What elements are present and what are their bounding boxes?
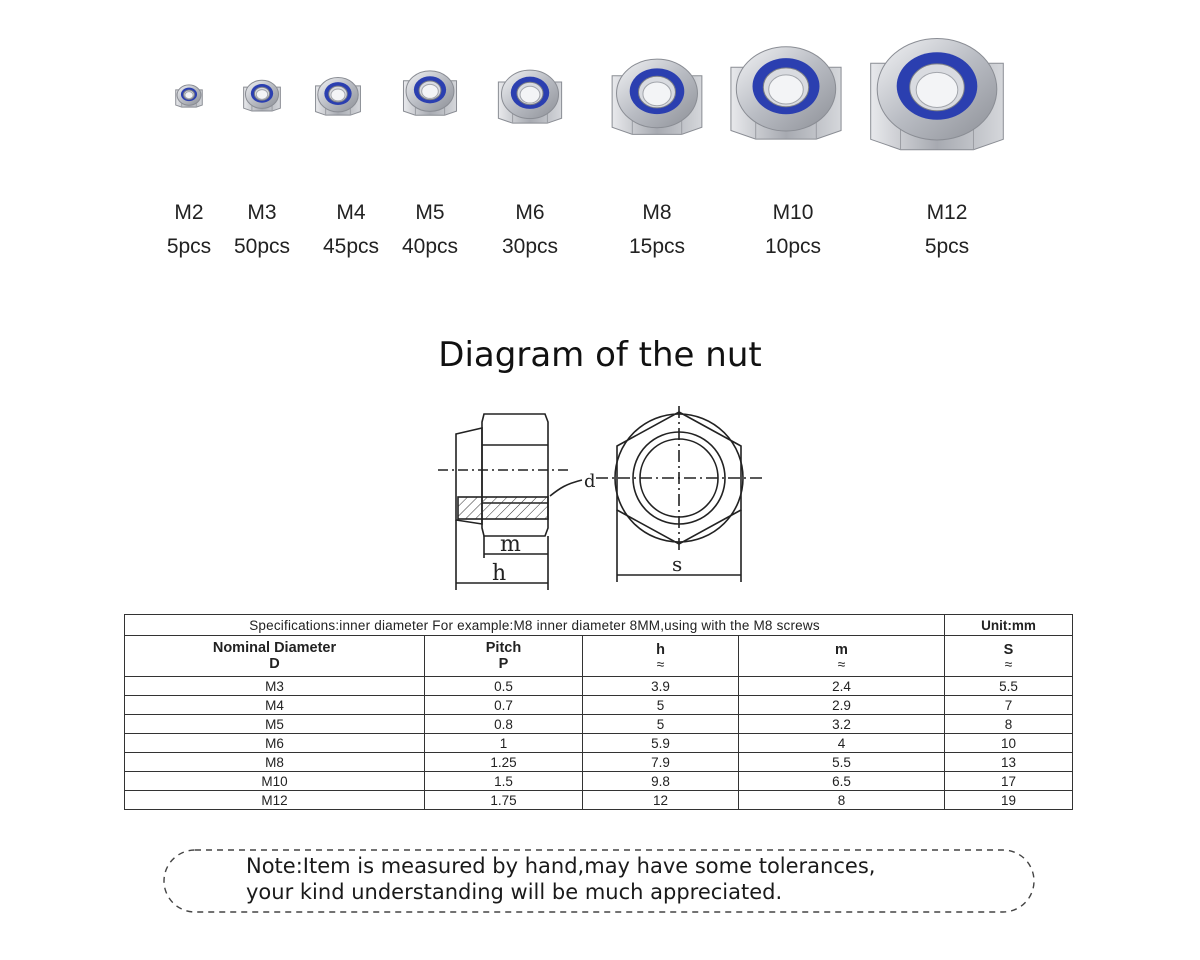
diagram-label-d: d bbox=[584, 471, 596, 492]
cell-h: 5.9 bbox=[583, 734, 739, 753]
cell-nominal-diameter: M5 bbox=[125, 715, 425, 734]
nut-photo-row bbox=[0, 0, 1200, 190]
nut-size: M3 bbox=[247, 201, 277, 224]
header-pitch: Pitch P bbox=[425, 636, 583, 677]
nut-label-m10 bbox=[748, 196, 838, 264]
cell-pitch: 1.25 bbox=[425, 753, 583, 772]
nut-qty: 15pcs bbox=[628, 235, 686, 258]
spec-caption: Specifications:inner diameter For example:M8 inner diameter 8MM,using with the M8 screws bbox=[125, 615, 945, 636]
diagram-label-s: s bbox=[672, 552, 683, 576]
cell-pitch: 0.5 bbox=[425, 677, 583, 696]
cell-nominal-diameter: M4 bbox=[125, 696, 425, 715]
cell-s: 7 bbox=[945, 696, 1073, 715]
cell-m: 5.5 bbox=[739, 753, 945, 772]
table-row bbox=[125, 734, 1073, 753]
cell-s: 10 bbox=[945, 734, 1073, 753]
tolerance-note bbox=[246, 853, 1026, 905]
nut-qty: 5pcs bbox=[924, 235, 970, 258]
header-h: h ≈ bbox=[583, 636, 739, 677]
nut-label-m3 bbox=[217, 196, 307, 264]
cell-m: 4 bbox=[739, 734, 945, 753]
cell-h: 3.9 bbox=[583, 677, 739, 696]
spec-header-row bbox=[125, 636, 1073, 677]
spec-table bbox=[124, 614, 1073, 810]
cell-m: 2.4 bbox=[739, 677, 945, 696]
cell-m: 3.2 bbox=[739, 715, 945, 734]
cell-pitch: 1.5 bbox=[425, 772, 583, 791]
cell-h: 5 bbox=[583, 715, 739, 734]
cell-nominal-diameter: M8 bbox=[125, 753, 425, 772]
table-row bbox=[125, 696, 1073, 715]
nut-qty: 30pcs bbox=[501, 235, 559, 258]
cell-pitch: 1 bbox=[425, 734, 583, 753]
cell-s: 8 bbox=[945, 715, 1073, 734]
nut-photo-m6 bbox=[498, 70, 561, 123]
nut-size: M8 bbox=[642, 201, 672, 224]
nut-label-m5 bbox=[385, 196, 475, 264]
diagram-label-m: m bbox=[500, 532, 521, 557]
nut-photo-m3 bbox=[244, 80, 281, 111]
cell-pitch: 1.75 bbox=[425, 791, 583, 810]
nut-technical-drawing bbox=[0, 400, 1200, 600]
nut-qty: 40pcs bbox=[401, 235, 459, 258]
nut-size: M10 bbox=[772, 201, 814, 224]
cell-s: 17 bbox=[945, 772, 1073, 791]
table-row bbox=[125, 677, 1073, 696]
cell-s: 13 bbox=[945, 753, 1073, 772]
nut-qty: 10pcs bbox=[764, 235, 822, 258]
cell-pitch: 0.7 bbox=[425, 696, 583, 715]
nut-label-m12 bbox=[902, 196, 992, 264]
note-line-2: your kind understanding will be much appreciated. bbox=[246, 880, 783, 904]
nut-qty: 50pcs bbox=[233, 235, 291, 258]
nut-photo-m10 bbox=[731, 47, 841, 139]
unit-label: Unit:mm bbox=[945, 615, 1073, 636]
cell-nominal-diameter: M12 bbox=[125, 791, 425, 810]
cell-m: 6.5 bbox=[739, 772, 945, 791]
cell-pitch: 0.8 bbox=[425, 715, 583, 734]
diagram-label-h: h bbox=[492, 561, 507, 586]
nut-photo-m2 bbox=[176, 85, 203, 107]
nut-size: M12 bbox=[926, 201, 968, 224]
header-m: m ≈ bbox=[739, 636, 945, 677]
diagram-title: Diagram of the nut bbox=[438, 335, 762, 375]
nut-photo-m8 bbox=[612, 59, 702, 134]
table-row bbox=[125, 772, 1073, 791]
nut-photo-m12 bbox=[871, 39, 1004, 150]
cell-m: 8 bbox=[739, 791, 945, 810]
nut-photo-m5 bbox=[403, 71, 456, 115]
spec-caption-row bbox=[125, 615, 1073, 636]
nut-qty: 5pcs bbox=[166, 235, 212, 258]
nut-size: M4 bbox=[336, 201, 366, 224]
note-line-1: Note:Item is measured by hand,may have some tolerances, bbox=[246, 854, 876, 878]
nut-label-m6 bbox=[485, 196, 575, 264]
table-row bbox=[125, 753, 1073, 772]
cell-m: 2.9 bbox=[739, 696, 945, 715]
nut-size: M6 bbox=[515, 201, 545, 224]
nut-qty: 45pcs bbox=[322, 235, 380, 258]
cell-nominal-diameter: M10 bbox=[125, 772, 425, 791]
cell-h: 9.8 bbox=[583, 772, 739, 791]
nut-photo-m4 bbox=[316, 78, 361, 116]
table-row bbox=[125, 715, 1073, 734]
header-nominal-diameter: Nominal Diameter D bbox=[125, 636, 425, 677]
nut-side-view bbox=[438, 414, 582, 590]
nut-size: M5 bbox=[415, 201, 445, 224]
header-s: S ≈ bbox=[945, 636, 1073, 677]
cell-h: 7.9 bbox=[583, 753, 739, 772]
cell-nominal-diameter: M3 bbox=[125, 677, 425, 696]
cell-s: 19 bbox=[945, 791, 1073, 810]
nut-label-m8 bbox=[612, 196, 702, 264]
nut-label-m4 bbox=[306, 196, 396, 264]
cell-h: 5 bbox=[583, 696, 739, 715]
cell-nominal-diameter: M6 bbox=[125, 734, 425, 753]
table-row bbox=[125, 791, 1073, 810]
nut-size: M2 bbox=[174, 201, 204, 224]
cell-h: 12 bbox=[583, 791, 739, 810]
cell-s: 5.5 bbox=[945, 677, 1073, 696]
